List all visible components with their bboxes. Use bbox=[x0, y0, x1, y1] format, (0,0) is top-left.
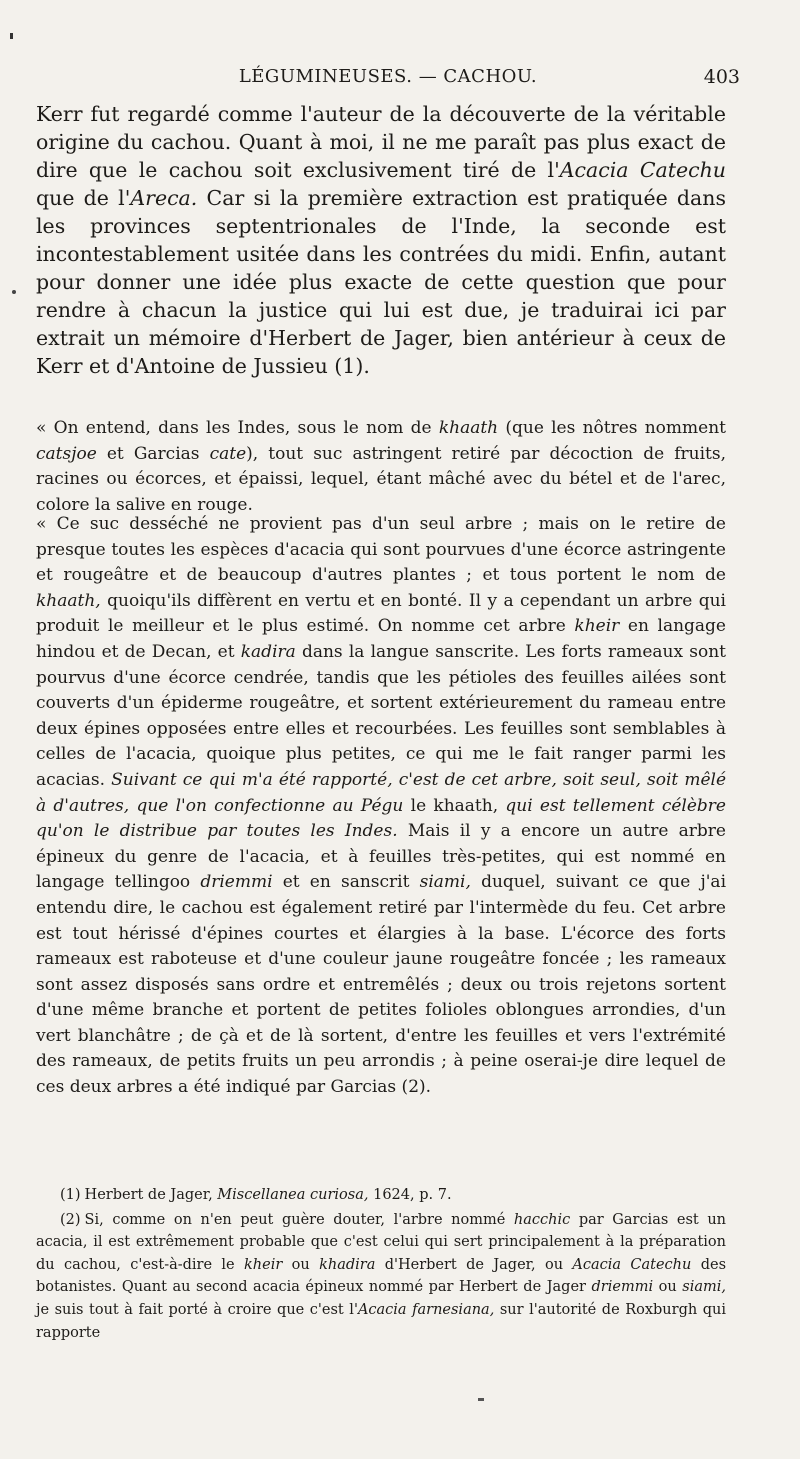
text-run: je suis tout à fait porté à croire que c'est l' bbox=[36, 1301, 358, 1318]
italic-run: kheir bbox=[574, 616, 620, 637]
text-run: que de l' bbox=[36, 186, 131, 210]
text-run: (que les nôtres nomment bbox=[498, 418, 727, 438]
text-run: 1624, p. 7. bbox=[368, 1187, 452, 1203]
text-run: en langage hindou et de Decan, et bbox=[36, 616, 726, 662]
text-run: Si, comme on n'en peut guère douter, l'arbre nommé bbox=[84, 1211, 514, 1228]
text-run: Herbert de Jager, bbox=[84, 1187, 218, 1203]
text-run: « Ce suc desséché ne provient pas d'un seul arbre ; mais on le retire de presque toutes les espèces d'acacia qui sont pourvues d'une écorce astringente et rougeâtre et de beaucoup d'autres plantes ; et tous portent le nom de bbox=[36, 514, 726, 586]
italic-run: siami, bbox=[419, 872, 471, 893]
print-speck bbox=[478, 1398, 484, 1401]
italic-run: Miscellanea curiosa, bbox=[217, 1187, 369, 1203]
page-number: 403 bbox=[703, 66, 740, 88]
footnote-1 bbox=[36, 1184, 726, 1207]
running-title: LÉGUMINEUSES. — CACHOU. bbox=[238, 66, 538, 87]
italic-run: Acacia farnesiana, bbox=[357, 1301, 495, 1318]
text-run: Mais il y a encore un autre arbre épineux du genre de l'acacia, et à feuilles très-petites, qui est nommé en langage tellingoo bbox=[36, 821, 726, 893]
italic-run: kheir bbox=[244, 1256, 283, 1273]
footnote-2 bbox=[36, 1209, 726, 1345]
text-run: duquel, suivant ce que j'ai entendu dire, le cachou est également retiré par l'intermède du feu. Cet arbre est tout hérissé d'épines courtes et élargies à la base. L'écorce des forts rameaux est raboteuse et d'une couleur jaune rougeâtre foncée ; les rameaux sont assez disposés sans ordre et entremêlés ; deux ou trois rejetons sortent d'une même branche et portent de petites folioles oblongues arrondies, d'un vert blanchâtre ; de çà et de là sortent, d'entre les feuilles et vers l'extrémité des rameaux, de petits fruits un peu arrondis ; à peine oserai-je dire lequel de ces deux arbres a été indiqué par Garcias (2). bbox=[36, 872, 727, 1098]
footnote-number: (2) bbox=[60, 1211, 81, 1228]
paragraph-intro bbox=[36, 100, 726, 380]
margin-mark bbox=[10, 33, 13, 39]
text-run: ), tout suc astringent retiré par décoction de fruits, racines ou écorces, et épaissi, lequel, étant mâché avec du bétel et de l'arec, colore la salive en rouge. bbox=[36, 443, 726, 515]
italic-run: hacchic bbox=[513, 1211, 571, 1228]
text-run: et Garcias bbox=[96, 443, 210, 464]
text-run: dans la langue sanscrite. Les forts rameaux sont pourvus d'une écorce cendrée, tandis que les pétioles des feuilles ailées sont couverts d'un épiderme rougeâtre, et sortent extérieurement du rameau entre deux épines opposées entre elles et recourbées. Les feuilles sont semblables à celles de l'acacia, quoique plus petites, ce qui me le fait ranger parmi les acacias. bbox=[36, 641, 726, 790]
italic-run: Areca. bbox=[130, 186, 198, 210]
margin-dot bbox=[12, 290, 16, 294]
text-run: des botanistes. Quant au second acacia épineux nommé par Herbert de Jager bbox=[36, 1256, 727, 1296]
text-run: le khaath, bbox=[403, 795, 506, 816]
italic-run: siami, bbox=[682, 1279, 726, 1296]
italic-run: driemmi bbox=[200, 872, 273, 893]
text-run: et en sanscrit bbox=[272, 872, 420, 893]
text-run: ou bbox=[282, 1256, 320, 1273]
italic-run: Acacia Catechu bbox=[572, 1256, 692, 1273]
text-run: sur l'autorité de Roxburgh qui rapporte bbox=[36, 1301, 727, 1341]
text-run: par Garcias est un acacia, il est extrêmement probable que c'est celui qui sert principalement à la préparation du cachou, c'est-à-dire le bbox=[36, 1211, 726, 1273]
text-run: « On entend, dans les Indes, sous le nom de bbox=[36, 418, 439, 438]
text-run: Car si la première extraction est pratiquée dans les provinces septentrionales de l'Inde, la seconde est incontestablement usitée dans les contrées du midi. Enfin, autant pour donner une idée plus exacte de cette question que pour rendre à chacun la justice qui lui est due, je traduirai ici par extrait un mémoire d'Herbert de Jager, bien antérieur à ceux de Kerr et d'Antoine de Jussieu (1). bbox=[36, 186, 726, 378]
quote-paragraph-1 bbox=[36, 416, 726, 518]
italic-run: khaath, bbox=[36, 590, 101, 611]
text-run: d'Herbert de Jager, ou bbox=[375, 1256, 573, 1273]
italic-run: Suivant ce qui m'a été rapporté, c'est de cet arbre, soit seul, soit mêlé à d'autres, que l'on confectionne au Pégu bbox=[36, 769, 727, 816]
text-run: Kerr fut regardé comme l'auteur de la découverte de la véritable origine du cachou. Quant à moi, il ne me paraît pas plus exact de dire que le cachou soit exclusivement tiré de l' bbox=[36, 102, 726, 182]
text-run: ou bbox=[653, 1279, 683, 1296]
italic-run: catsjoe bbox=[36, 443, 97, 464]
quote-paragraph-2 bbox=[36, 512, 726, 1101]
running-head bbox=[36, 66, 740, 94]
italic-run: Acacia Catechu bbox=[559, 158, 726, 182]
italic-run: cate bbox=[209, 443, 247, 464]
italic-run: khaath bbox=[438, 418, 499, 438]
italic-run: qui est tellement célèbre qu'on le distribue par toutes les Indes. bbox=[36, 795, 726, 842]
footnote-number: (1) bbox=[60, 1187, 81, 1203]
footnotes bbox=[36, 1184, 726, 1346]
text-run: quoiqu'ils diffèrent en vertu et en bonté. Il y a cependant un arbre qui produit le meilleur et le plus estimé. On nomme cet arbre bbox=[36, 590, 726, 637]
italic-run: driemmi bbox=[591, 1279, 654, 1296]
italic-run: khadira bbox=[319, 1256, 376, 1273]
italic-run: kadira bbox=[240, 641, 296, 662]
